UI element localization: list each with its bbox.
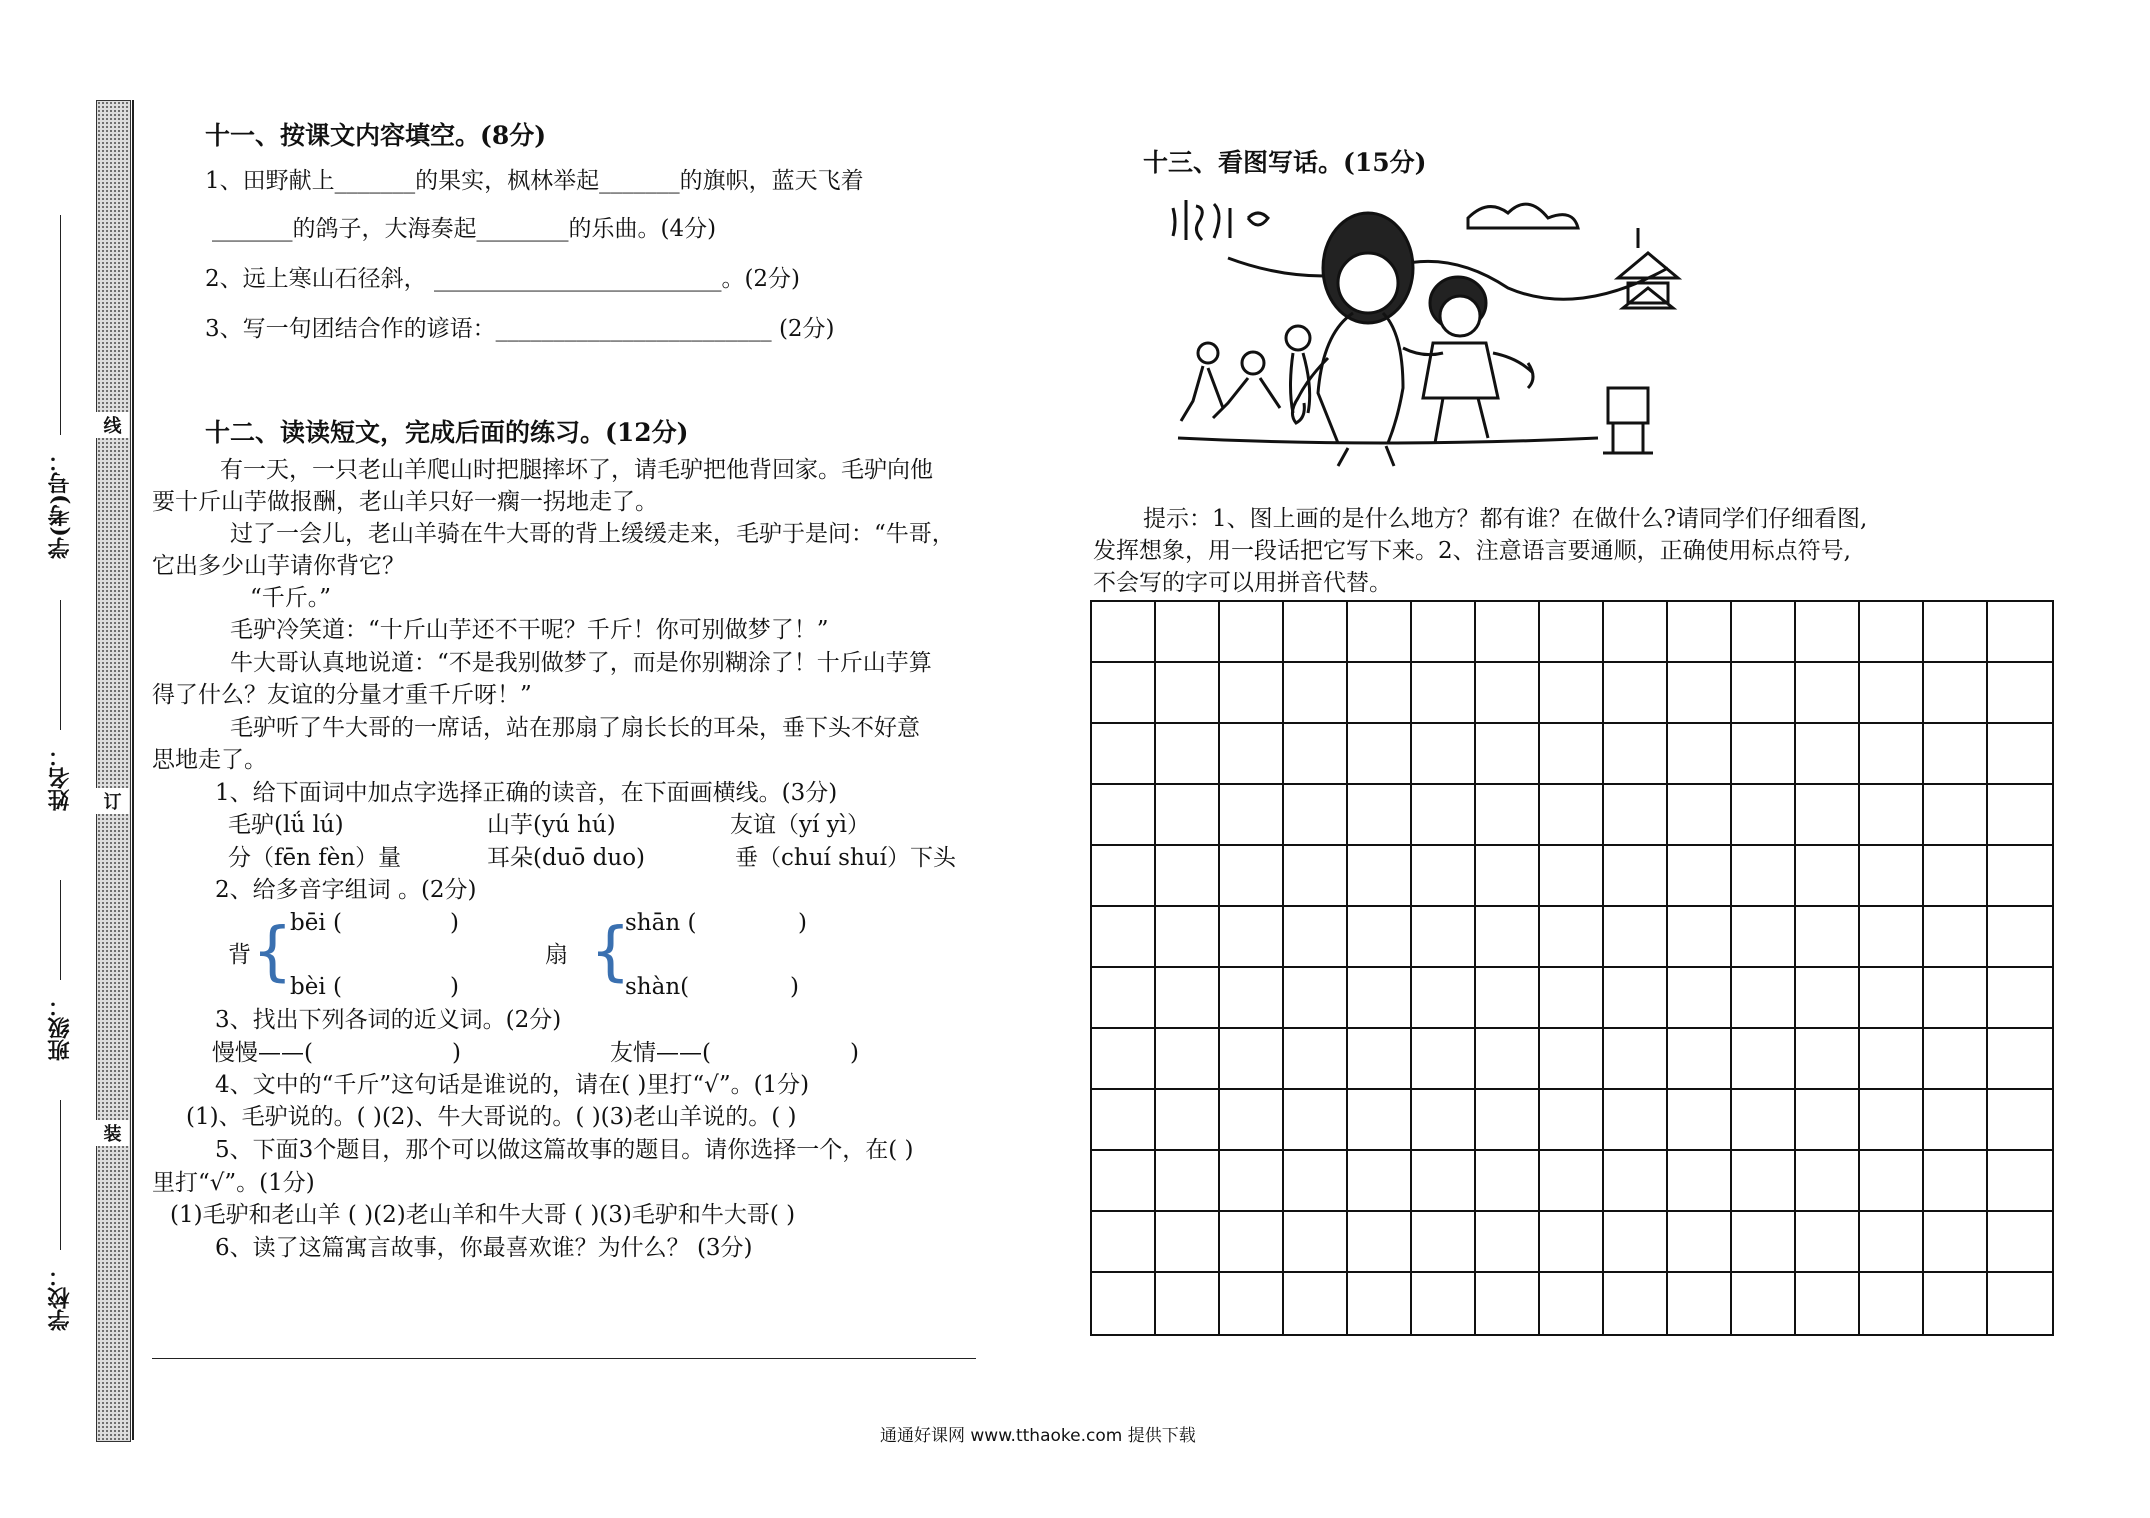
binding-mark-xian: 线 bbox=[96, 412, 129, 438]
grid-cell[interactable] bbox=[1732, 724, 1796, 785]
grid-cell[interactable] bbox=[1476, 1029, 1540, 1090]
grid-cell[interactable] bbox=[1476, 785, 1540, 846]
q3-item-a-close: ) bbox=[452, 1040, 461, 1066]
grid-cell[interactable] bbox=[1732, 1151, 1796, 1212]
grid-cell[interactable] bbox=[1284, 907, 1348, 968]
grid-cell[interactable] bbox=[1220, 724, 1284, 785]
grid-cell[interactable] bbox=[1348, 907, 1412, 968]
grid-cell[interactable] bbox=[1348, 724, 1412, 785]
grid-cell[interactable] bbox=[1476, 1273, 1540, 1334]
passage-line: 它出多少山芋请你背它？ bbox=[152, 553, 405, 579]
q3-item-a: 慢慢——( bbox=[212, 1040, 313, 1066]
label-school: 学校： bbox=[47, 1265, 73, 1331]
grid-cell[interactable] bbox=[1220, 602, 1284, 663]
grid-cell[interactable] bbox=[1348, 602, 1412, 663]
grid-cell[interactable] bbox=[1732, 968, 1796, 1029]
grid-cell[interactable] bbox=[1796, 1212, 1860, 1273]
passage-line: “千斤。” bbox=[250, 585, 332, 611]
q2-bei1: bēi ( bbox=[290, 910, 342, 936]
field-line-school bbox=[60, 1100, 61, 1250]
passage-line: 过了一会儿，老山羊骑在牛大哥的背上缓缓走来，毛驴于是问：“牛哥， bbox=[230, 521, 955, 547]
grid-cell[interactable] bbox=[1732, 1273, 1796, 1334]
grid-cell[interactable] bbox=[1732, 907, 1796, 968]
grid-cell[interactable] bbox=[1796, 907, 1860, 968]
grid-cell[interactable] bbox=[1604, 1212, 1668, 1273]
sec11-q2: 2、远上寒山石径斜， _________________________。(2分) bbox=[205, 266, 801, 292]
q1-item-e: 耳朵(duō duo) bbox=[487, 845, 646, 871]
grid-cell[interactable] bbox=[1412, 1151, 1476, 1212]
grid-cell[interactable] bbox=[1924, 724, 1988, 785]
grid-cell[interactable] bbox=[1988, 724, 2052, 785]
sec12-q2: 2、给多音字组词 。(2分) bbox=[215, 877, 477, 903]
sec11-q3: 3、写一句团结合作的谚语：________________________ (2分) bbox=[205, 316, 835, 342]
grid-cell[interactable] bbox=[1668, 724, 1732, 785]
grid-cell[interactable] bbox=[1796, 663, 1860, 724]
grid-cell[interactable] bbox=[1732, 1090, 1796, 1151]
grid-cell[interactable] bbox=[1860, 1273, 1924, 1334]
grid-cell[interactable] bbox=[1220, 907, 1284, 968]
passage-line: 有一天，一只老山羊爬山时把腿摔坏了，请毛驴把他背回家。毛驴向他 bbox=[220, 457, 933, 483]
grid-cell[interactable] bbox=[1988, 1212, 2052, 1273]
binding-strip bbox=[96, 100, 131, 1442]
grid-cell[interactable] bbox=[1540, 1151, 1604, 1212]
grid-cell[interactable] bbox=[1988, 1151, 2052, 1212]
grid-cell[interactable] bbox=[1988, 1273, 2052, 1334]
grid-cell[interactable] bbox=[1540, 968, 1604, 1029]
grid-cell[interactable] bbox=[1796, 1029, 1860, 1090]
q2-bei4: bèi ( bbox=[290, 974, 342, 1000]
section-13-title: 十三、看图写话。(15分) bbox=[1143, 148, 1427, 177]
sec13-hint-line1: 提示：1、图上画的是什么地方？都有谁？在做什么?请同学们仔细看图, bbox=[1143, 506, 1868, 532]
grid-cell[interactable] bbox=[1860, 1029, 1924, 1090]
grid-cell[interactable] bbox=[1092, 1029, 1156, 1090]
grid-cell[interactable] bbox=[1412, 1273, 1476, 1334]
brace-icon: { bbox=[252, 915, 293, 989]
grid-cell[interactable] bbox=[1156, 602, 1220, 663]
grid-cell[interactable] bbox=[1604, 1273, 1668, 1334]
section-12-title: 十二、读读短文，完成后面的练习。(12分) bbox=[205, 418, 689, 447]
grid-cell[interactable] bbox=[1924, 785, 1988, 846]
sec12-q5-line2: 里打“√”。(1分) bbox=[152, 1170, 315, 1196]
q2-shan4-close: ) bbox=[790, 974, 799, 1000]
grid-cell[interactable] bbox=[1220, 1151, 1284, 1212]
grid-cell[interactable] bbox=[1924, 663, 1988, 724]
grid-cell[interactable] bbox=[1604, 663, 1668, 724]
grid-cell[interactable] bbox=[1092, 1151, 1156, 1212]
q2-bei4-close: ) bbox=[450, 974, 459, 1000]
grid-cell[interactable] bbox=[1604, 785, 1668, 846]
section-11-title: 十一、按课文内容填空。(8分) bbox=[205, 121, 547, 150]
grid-cell[interactable] bbox=[1540, 1212, 1604, 1273]
grid-cell[interactable] bbox=[1540, 907, 1604, 968]
grid-cell[interactable] bbox=[1348, 968, 1412, 1029]
grid-cell[interactable] bbox=[1476, 1090, 1540, 1151]
grid-cell[interactable] bbox=[1220, 968, 1284, 1029]
q2-char-shan: 扇 bbox=[545, 942, 568, 968]
grid-cell[interactable] bbox=[1796, 968, 1860, 1029]
grid-cell[interactable] bbox=[1412, 602, 1476, 663]
grid-cell[interactable] bbox=[1796, 1273, 1860, 1334]
grid-cell[interactable] bbox=[1476, 663, 1540, 724]
grid-cell[interactable] bbox=[1924, 1029, 1988, 1090]
binding-line bbox=[132, 100, 134, 1440]
grid-cell[interactable] bbox=[1412, 724, 1476, 785]
grid-cell[interactable] bbox=[1156, 785, 1220, 846]
grid-cell[interactable] bbox=[1220, 846, 1284, 907]
grid-cell[interactable] bbox=[1860, 1151, 1924, 1212]
grid-cell[interactable] bbox=[1796, 846, 1860, 907]
grid-cell[interactable] bbox=[1796, 1090, 1860, 1151]
grid-cell[interactable] bbox=[1476, 907, 1540, 968]
grid-cell[interactable] bbox=[1412, 1090, 1476, 1151]
grid-cell[interactable] bbox=[1796, 1151, 1860, 1212]
grid-cell[interactable] bbox=[1092, 1273, 1156, 1334]
grid-cell[interactable] bbox=[1924, 1151, 1988, 1212]
grid-cell[interactable] bbox=[1540, 1273, 1604, 1334]
grid-cell[interactable] bbox=[1860, 663, 1924, 724]
grid-cell[interactable] bbox=[1860, 1212, 1924, 1273]
q1-item-b: 山芋(yú hú) bbox=[487, 812, 616, 838]
grid-cell[interactable] bbox=[1924, 968, 1988, 1029]
label-class: 班级： bbox=[47, 995, 73, 1061]
passage-line: 得了什么？友谊的分量才重千斤呀！” bbox=[152, 682, 532, 708]
grid-cell[interactable] bbox=[1092, 968, 1156, 1029]
grid-cell[interactable] bbox=[1284, 663, 1348, 724]
grid-cell[interactable] bbox=[1156, 1273, 1220, 1334]
grid-cell[interactable] bbox=[1156, 663, 1220, 724]
q3-item-b: 友情——( bbox=[610, 1040, 711, 1066]
grid-cell[interactable] bbox=[1924, 1090, 1988, 1151]
grid-cell[interactable] bbox=[1604, 1151, 1668, 1212]
grid-cell[interactable] bbox=[1668, 1273, 1732, 1334]
grid-cell[interactable] bbox=[1220, 1029, 1284, 1090]
grid-cell[interactable] bbox=[1092, 663, 1156, 724]
grid-cell[interactable] bbox=[1348, 1273, 1412, 1334]
answer-line bbox=[152, 1358, 976, 1359]
grid-cell[interactable] bbox=[1860, 724, 1924, 785]
q2-bei1-close: ) bbox=[450, 910, 459, 936]
label-name: 姓名： bbox=[47, 745, 73, 811]
grid-cell[interactable] bbox=[1412, 785, 1476, 846]
grid-cell[interactable] bbox=[1604, 602, 1668, 663]
grid-cell[interactable] bbox=[1668, 1090, 1732, 1151]
grid-cell[interactable] bbox=[1668, 1212, 1732, 1273]
grid-cell[interactable] bbox=[1668, 846, 1732, 907]
grid-cell[interactable] bbox=[1156, 907, 1220, 968]
grid-cell[interactable] bbox=[1668, 1151, 1732, 1212]
grid-cell[interactable] bbox=[1604, 1090, 1668, 1151]
grid-cell[interactable] bbox=[1540, 663, 1604, 724]
q1-item-a: 毛驴(lǘ lú) bbox=[228, 812, 344, 838]
grid-cell[interactable] bbox=[1988, 1029, 2052, 1090]
label-student-id: 学(考)号： bbox=[47, 450, 73, 559]
grid-cell[interactable] bbox=[1604, 724, 1668, 785]
grid-cell[interactable] bbox=[1476, 846, 1540, 907]
grid-cell[interactable] bbox=[1412, 907, 1476, 968]
sec12-q5-line1: 5、下面3个题目，那个可以做这篇故事的题目。请你选择一个，在( ) bbox=[215, 1137, 914, 1163]
grid-cell[interactable] bbox=[1604, 968, 1668, 1029]
q1-item-c: 友谊（yí yì） bbox=[730, 812, 871, 838]
grid-cell[interactable] bbox=[1156, 1212, 1220, 1273]
q1-item-f: 垂（chuí shuí）下头 bbox=[735, 845, 956, 871]
grid-cell[interactable] bbox=[1412, 968, 1476, 1029]
grid-cell[interactable] bbox=[1924, 907, 1988, 968]
q2-char-bei: 背 bbox=[228, 942, 251, 968]
sec13-hint-line2: 发挥想象，用一段话把它写下来。2、注意语言要通顺，正确使用标点符号, bbox=[1093, 538, 1851, 564]
grid-cell[interactable] bbox=[1284, 846, 1348, 907]
sec12-q3: 3、找出下列各词的近义词。(2分) bbox=[215, 1007, 562, 1033]
grid-cell[interactable] bbox=[1924, 1273, 1988, 1334]
grid-cell[interactable] bbox=[1796, 724, 1860, 785]
grid-cell[interactable] bbox=[1348, 1090, 1412, 1151]
grid-cell[interactable] bbox=[1668, 602, 1732, 663]
grid-cell[interactable] bbox=[1604, 907, 1668, 968]
grid-cell[interactable] bbox=[1092, 602, 1156, 663]
grid-cell[interactable] bbox=[1732, 785, 1796, 846]
grid-cell[interactable] bbox=[1924, 846, 1988, 907]
grid-cell[interactable] bbox=[1604, 846, 1668, 907]
grid-cell[interactable] bbox=[1668, 785, 1732, 846]
grid-cell[interactable] bbox=[1924, 602, 1988, 663]
grid-cell[interactable] bbox=[1348, 663, 1412, 724]
field-line-name bbox=[60, 600, 61, 730]
grid-cell[interactable] bbox=[1220, 1273, 1284, 1334]
grid-cell[interactable] bbox=[1156, 846, 1220, 907]
grid-cell[interactable] bbox=[1284, 602, 1348, 663]
grid-cell[interactable] bbox=[1796, 602, 1860, 663]
brace-icon: { bbox=[590, 915, 631, 989]
grid-cell[interactable] bbox=[1924, 1212, 1988, 1273]
grid-cell[interactable] bbox=[1092, 724, 1156, 785]
grid-cell[interactable] bbox=[1284, 724, 1348, 785]
writing-grid[interactable] bbox=[1090, 600, 2054, 1336]
footer-credit: 通通好课网 www.tthaoke.com 提供下载 bbox=[880, 1426, 1196, 1446]
grid-cell[interactable] bbox=[1092, 1090, 1156, 1151]
grid-cell[interactable] bbox=[1668, 1029, 1732, 1090]
grid-cell[interactable] bbox=[1732, 663, 1796, 724]
grid-cell[interactable] bbox=[1092, 846, 1156, 907]
grid-cell[interactable] bbox=[1540, 846, 1604, 907]
grid-cell[interactable] bbox=[1156, 1151, 1220, 1212]
illustration-park-scene bbox=[1168, 188, 1698, 474]
sec12-q4: 4、文中的“千斤”这句话是谁说的，请在( )里打“√”。(1分) bbox=[215, 1072, 810, 1098]
q2-shan1: shān ( bbox=[625, 910, 697, 936]
grid-cell[interactable] bbox=[1860, 602, 1924, 663]
grid-cell[interactable] bbox=[1156, 724, 1220, 785]
grid-cell[interactable] bbox=[1988, 602, 2052, 663]
grid-cell[interactable] bbox=[1348, 1029, 1412, 1090]
q3-item-b-close: ) bbox=[850, 1040, 859, 1066]
passage-line: 毛驴冷笑道：“十斤山芋还不干呢？千斤！你可别做梦了！” bbox=[230, 617, 829, 643]
grid-cell[interactable] bbox=[1668, 968, 1732, 1029]
grid-cell[interactable] bbox=[1988, 968, 2052, 1029]
grid-cell[interactable] bbox=[1092, 1212, 1156, 1273]
grid-cell[interactable] bbox=[1540, 1090, 1604, 1151]
grid-cell[interactable] bbox=[1988, 663, 2052, 724]
grid-cell[interactable] bbox=[1860, 846, 1924, 907]
grid-cell[interactable] bbox=[1284, 1273, 1348, 1334]
sec12-q1: 1、给下面词中加点字选择正确的读音，在下面画横线。(3分) bbox=[215, 780, 838, 806]
passage-line: 思地走了。 bbox=[152, 747, 267, 773]
grid-cell[interactable] bbox=[1220, 1212, 1284, 1273]
grid-cell[interactable] bbox=[1860, 907, 1924, 968]
grid-cell[interactable] bbox=[1540, 1029, 1604, 1090]
grid-cell[interactable] bbox=[1348, 1212, 1412, 1273]
grid-cell[interactable] bbox=[1860, 1090, 1924, 1151]
grid-cell[interactable] bbox=[1732, 846, 1796, 907]
grid-cell[interactable] bbox=[1220, 785, 1284, 846]
grid-cell[interactable] bbox=[1284, 1212, 1348, 1273]
grid-cell[interactable] bbox=[1412, 1212, 1476, 1273]
grid-cell[interactable] bbox=[1732, 1029, 1796, 1090]
grid-cell[interactable] bbox=[1348, 1151, 1412, 1212]
sec11-q1-line1: 1、田野献上_______的果实，枫林举起_______的旗帜，蓝天飞着 bbox=[205, 168, 864, 194]
binding-mark-ding: 订 bbox=[96, 788, 129, 814]
grid-cell[interactable] bbox=[1860, 785, 1924, 846]
grid-cell[interactable] bbox=[1156, 1090, 1220, 1151]
grid-cell[interactable] bbox=[1988, 785, 2052, 846]
grid-cell[interactable] bbox=[1412, 1029, 1476, 1090]
grid-cell[interactable] bbox=[1988, 1090, 2052, 1151]
q2-shan4: shàn( bbox=[625, 974, 690, 1000]
sec13-hint-line3: 不会写的字可以用拼音代替。 bbox=[1093, 570, 1392, 596]
q2-shan1-close: ) bbox=[798, 910, 807, 936]
passage-line: 要十斤山芋做报酬，老山羊只好一瘸一拐地走了。 bbox=[152, 489, 658, 515]
grid-cell[interactable] bbox=[1092, 785, 1156, 846]
sec12-q6: 6、读了这篇寓言故事，你最喜欢谁？为什么？ (3分) bbox=[215, 1235, 753, 1261]
q1-item-d: 分（fēn fèn）量 bbox=[228, 845, 402, 871]
grid-cell[interactable] bbox=[1476, 602, 1540, 663]
grid-cell[interactable] bbox=[1284, 785, 1348, 846]
grid-cell[interactable] bbox=[1156, 968, 1220, 1029]
passage-line: 牛大哥认真地说道：“不是我别做梦了，而是你别糊涂了！十斤山芋算 bbox=[230, 650, 932, 676]
grid-cell[interactable] bbox=[1604, 1029, 1668, 1090]
grid-cell[interactable] bbox=[1284, 1090, 1348, 1151]
grid-cell[interactable] bbox=[1732, 1212, 1796, 1273]
q4-options: (1)、毛驴说的。( )(2)、牛大哥说的。( )(3)老山羊说的。( ) bbox=[186, 1104, 797, 1130]
grid-cell[interactable] bbox=[1476, 1212, 1540, 1273]
grid-cell[interactable] bbox=[1476, 968, 1540, 1029]
grid-cell[interactable] bbox=[1988, 846, 2052, 907]
passage-line: 毛驴听了牛大哥的一席话，站在那扇了扇长长的耳朵，垂下头不好意 bbox=[230, 715, 920, 741]
grid-cell[interactable] bbox=[1220, 663, 1284, 724]
grid-cell[interactable] bbox=[1540, 602, 1604, 663]
grid-cell[interactable] bbox=[1668, 663, 1732, 724]
grid-cell[interactable] bbox=[1668, 907, 1732, 968]
grid-cell[interactable] bbox=[1796, 785, 1860, 846]
field-line-id bbox=[60, 215, 61, 435]
grid-cell[interactable] bbox=[1284, 1029, 1348, 1090]
grid-cell[interactable] bbox=[1348, 846, 1412, 907]
grid-cell[interactable] bbox=[1412, 846, 1476, 907]
grid-cell[interactable] bbox=[1412, 663, 1476, 724]
grid-cell[interactable] bbox=[1540, 785, 1604, 846]
grid-cell[interactable] bbox=[1988, 907, 2052, 968]
grid-cell[interactable] bbox=[1476, 1151, 1540, 1212]
binding-mark-zhuang: 装 bbox=[96, 1120, 129, 1146]
grid-cell[interactable] bbox=[1732, 602, 1796, 663]
grid-cell[interactable] bbox=[1284, 968, 1348, 1029]
grid-cell[interactable] bbox=[1860, 968, 1924, 1029]
grid-cell[interactable] bbox=[1348, 785, 1412, 846]
grid-cell[interactable] bbox=[1540, 724, 1604, 785]
grid-cell[interactable] bbox=[1284, 1151, 1348, 1212]
q5-options: (1)毛驴和老山羊 ( )(2)老山羊和牛大哥 ( )(3)毛驴和牛大哥( ) bbox=[170, 1202, 796, 1228]
sec11-q1-line2: _______的鸽子，大海奏起________的乐曲。(4分) bbox=[212, 216, 717, 242]
grid-cell[interactable] bbox=[1220, 1090, 1284, 1151]
grid-cell[interactable] bbox=[1092, 907, 1156, 968]
grid-cell[interactable] bbox=[1476, 724, 1540, 785]
field-line-class bbox=[60, 880, 61, 980]
grid-cell[interactable] bbox=[1156, 1029, 1220, 1090]
